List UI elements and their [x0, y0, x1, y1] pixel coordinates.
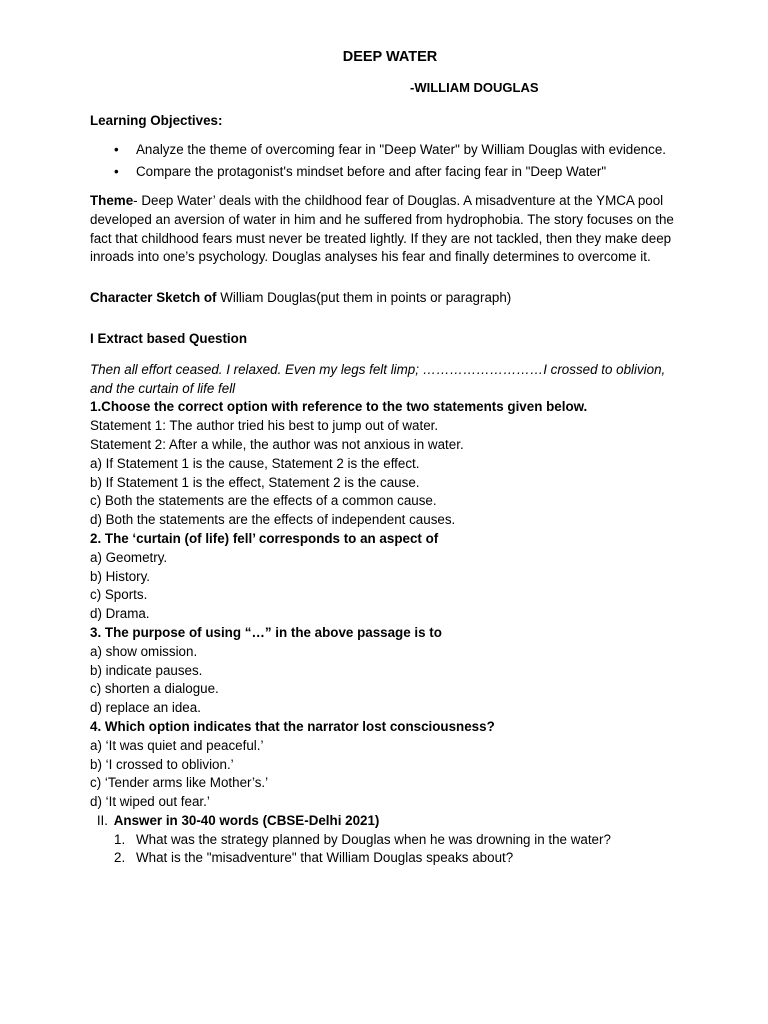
extract-passage: Then all effort ceased. I relaxed. Even my legs felt limp; ………………………I crossed to oblivion, and the curtain of life fell: [90, 361, 666, 396]
section-2-number: II.: [96, 812, 108, 828]
list-item: • Compare the protagonist's mindset before and after facing fear in "Deep Water": [90, 163, 690, 182]
option-line: d) Both the statements are the effects of independent causes.: [90, 512, 456, 528]
question-text: 1.Choose the correct option with reference to the two statements given below.: [90, 399, 588, 415]
item-text: What is the "misadventure" that William Douglas speaks about?: [136, 850, 514, 866]
option-line: c) Both the statements are the effects of a common cause.: [90, 493, 437, 509]
option-line: c) Sports.: [90, 587, 148, 603]
item-number: 2.: [114, 850, 126, 866]
short-answer-list: [90, 831, 690, 869]
list-item: [90, 831, 690, 850]
item-number: 1.: [114, 831, 126, 847]
theme-label: Theme: [90, 192, 134, 208]
question-text: 2. The ‘curtain (of life) fell’ corresponds to an aspect of: [90, 530, 439, 546]
question-2: [90, 530, 690, 624]
question-1: [90, 398, 690, 530]
option-line: b) If Statement 1 is the effect, Statement 2 is the cause.: [90, 474, 420, 490]
theme-text: - Deep Water’ deals with the childhood fear of Douglas. A misadventure at the YMCA pool developed an aversion of water in him and he suffered from hydrophobia. The story focuses on the fact that childhood fears must never be treated lightly. If they are not tackled, then they make deep inroads into one’s psychology. Douglas analyses his fear and finally determines to overcome it.: [90, 192, 674, 265]
document-page: [90, 48, 690, 868]
learning-objectives-list: [90, 141, 690, 182]
option-line: d) replace an idea.: [90, 700, 201, 716]
section-2-title: Answer in 30-40 words (CBSE-Delhi 2021): [113, 812, 380, 828]
option-line: c) ‘Tender arms like Mother’s.’: [90, 775, 269, 791]
character-sketch-text: William Douglas(put them in points or paragraph): [216, 290, 512, 306]
question-text: 4. Which option indicates that the narrator lost consciousness?: [90, 718, 495, 734]
document-title: DEEP WATER: [342, 49, 438, 65]
question-4: [90, 718, 690, 812]
option-line: d) Drama.: [90, 606, 150, 622]
bullet-icon: •: [114, 142, 119, 158]
author-name: -WILLIAM DOUGLAS: [410, 79, 539, 95]
option-line: d) ‘It wiped out fear.’: [90, 794, 210, 810]
statement-line: Statement 1: The author tried his best to jump out of water.: [90, 418, 439, 434]
list-item: • Analyze the theme of overcoming fear in "Deep Water" by William Douglas with evidence.: [90, 141, 690, 160]
character-sketch-label: Character Sketch of: [90, 290, 217, 306]
question-text: 3. The purpose of using “…” in the above passage is to: [90, 624, 442, 640]
section-2-heading: [90, 812, 690, 831]
bullet-icon: •: [114, 164, 119, 180]
option-line: b) indicate pauses.: [90, 662, 203, 678]
option-line: c) shorten a dialogue.: [90, 681, 219, 697]
theme-paragraph: [90, 192, 690, 267]
list-item: [90, 849, 690, 868]
option-line: a) ‘It was quiet and peaceful.’: [90, 737, 264, 753]
question-3: [90, 624, 690, 718]
learning-objectives-heading: Learning Objectives:: [90, 112, 223, 128]
statement-line: Statement 2: After a while, the author was not anxious in water.: [90, 436, 464, 452]
option-line: b) History.: [90, 568, 151, 584]
character-sketch: [90, 289, 690, 308]
option-line: b) ‘I crossed to oblivion.’: [90, 756, 234, 772]
item-text: What was the strategy planned by Douglas when he was drowning in the water?: [136, 831, 611, 847]
extract-heading: I Extract based Question: [90, 330, 248, 346]
option-line: a) show omission.: [90, 643, 198, 659]
option-line: a) Geometry.: [90, 549, 168, 565]
option-line: a) If Statement 1 is the cause, Statement 2 is the effect.: [90, 455, 420, 471]
